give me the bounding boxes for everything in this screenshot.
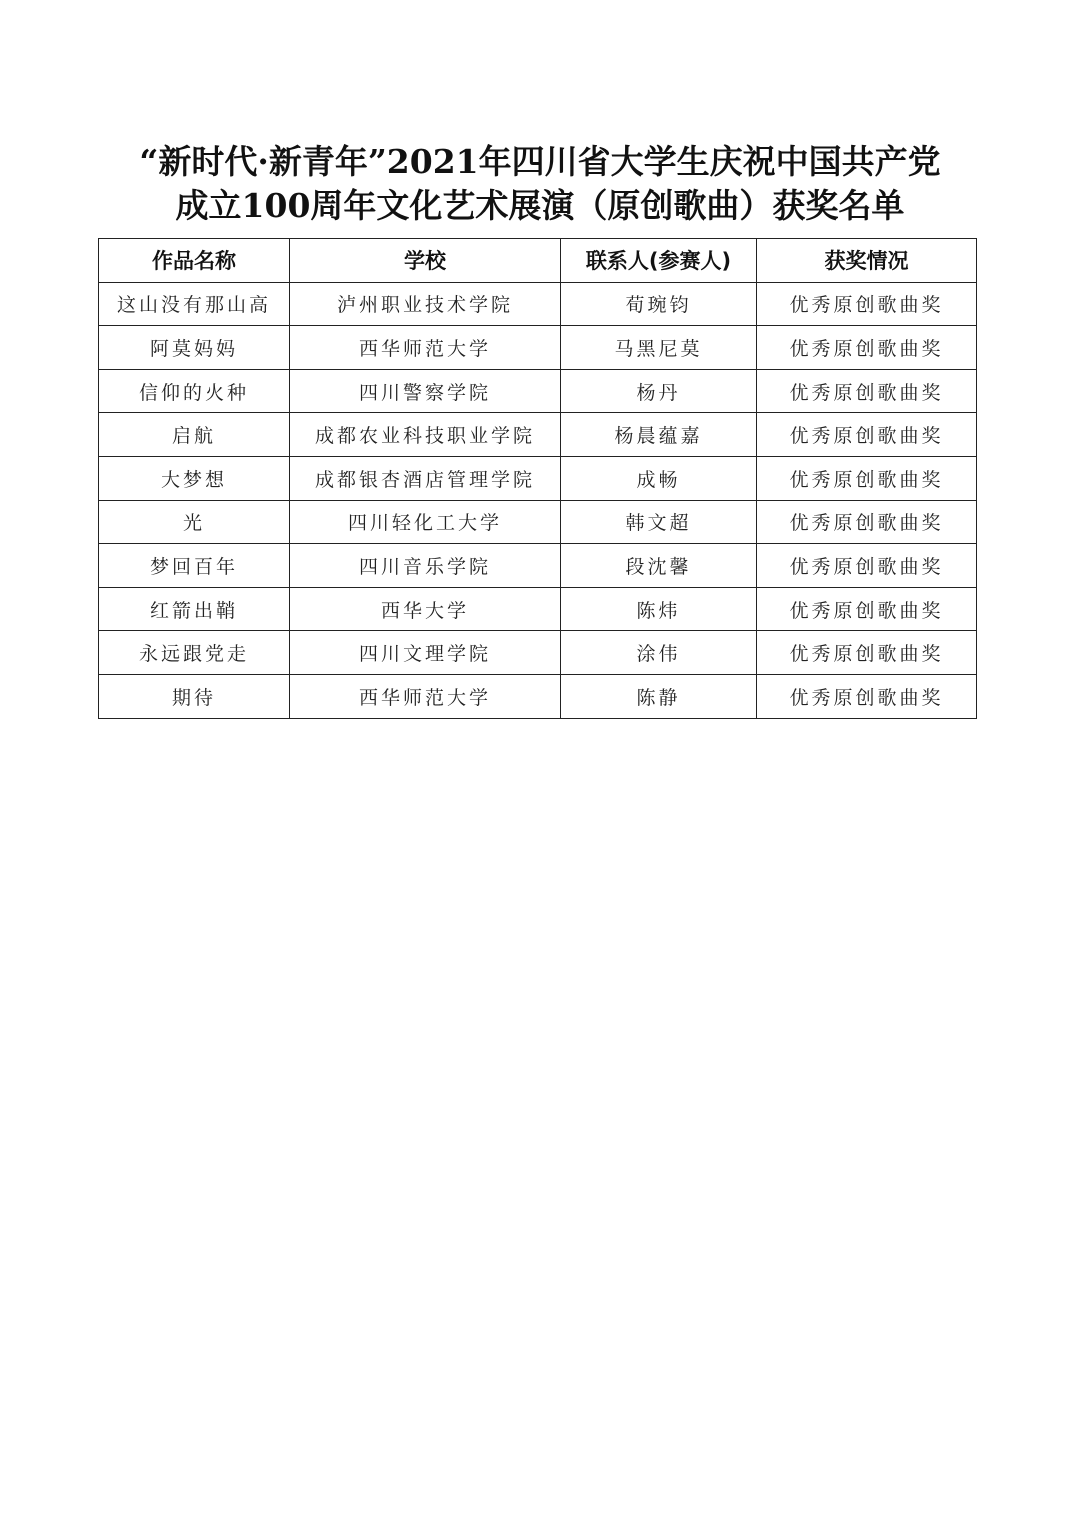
cell-school: 泸州职业技术学院	[290, 282, 561, 326]
cell-school: 四川轻化工大学	[290, 500, 561, 544]
table-row	[99, 369, 977, 413]
table-row	[99, 456, 977, 500]
header-award: 获奖情况	[757, 239, 977, 283]
cell-contact: 马黑尼莫	[561, 326, 757, 370]
cell-work-name: 红箭出鞘	[99, 587, 290, 631]
table-row	[99, 413, 977, 457]
table-row	[99, 674, 977, 718]
cell-work-name: 阿莫妈妈	[99, 326, 290, 370]
cell-contact: 陈炜	[561, 587, 757, 631]
cell-contact: 成畅	[561, 456, 757, 500]
cell-work-name: 启航	[99, 413, 290, 457]
cell-work-name: 大梦想	[99, 456, 290, 500]
cell-contact: 荀琬钧	[561, 282, 757, 326]
header-contact: 联系人(参赛人)	[561, 239, 757, 283]
cell-school: 四川文理学院	[290, 631, 561, 675]
cell-work-name: 梦回百年	[99, 544, 290, 588]
cell-award: 优秀原创歌曲奖	[757, 500, 977, 544]
table-row	[99, 544, 977, 588]
table-header-row	[99, 239, 977, 283]
awards-table	[98, 238, 977, 719]
cell-work-name: 信仰的火种	[99, 369, 290, 413]
cell-work-name: 这山没有那山高	[99, 282, 290, 326]
cell-award: 优秀原创歌曲奖	[757, 631, 977, 675]
cell-award: 优秀原创歌曲奖	[757, 326, 977, 370]
header-school: 学校	[290, 239, 561, 283]
cell-school: 西华师范大学	[290, 326, 561, 370]
cell-school: 四川音乐学院	[290, 544, 561, 588]
table-row	[99, 500, 977, 544]
cell-work-name: 光	[99, 500, 290, 544]
header-work-name: 作品名称	[99, 239, 290, 283]
cell-work-name: 期待	[99, 674, 290, 718]
table-row	[99, 631, 977, 675]
cell-award: 优秀原创歌曲奖	[757, 282, 977, 326]
cell-award: 优秀原创歌曲奖	[757, 674, 977, 718]
cell-contact: 陈静	[561, 674, 757, 718]
cell-award: 优秀原创歌曲奖	[757, 587, 977, 631]
cell-contact: 杨丹	[561, 369, 757, 413]
cell-contact: 杨晨蕴嘉	[561, 413, 757, 457]
table-row	[99, 587, 977, 631]
cell-award: 优秀原创歌曲奖	[757, 456, 977, 500]
cell-school: 成都银杏酒店管理学院	[290, 456, 561, 500]
cell-contact: 涂伟	[561, 631, 757, 675]
cell-work-name: 永远跟党走	[99, 631, 290, 675]
cell-contact: 段沈馨	[561, 544, 757, 588]
document-title-line-1: “新时代·新青年”2021年四川省大学生庆祝中国共产党	[139, 142, 941, 181]
cell-award: 优秀原创歌曲奖	[757, 544, 977, 588]
document-title-line-2: 成立100周年文化艺术展演（原创歌曲）获奖名单	[175, 186, 905, 225]
table-row	[99, 282, 977, 326]
cell-school: 成都农业科技职业学院	[290, 413, 561, 457]
cell-award: 优秀原创歌曲奖	[757, 413, 977, 457]
cell-award: 优秀原创歌曲奖	[757, 369, 977, 413]
cell-school: 四川警察学院	[290, 369, 561, 413]
cell-contact: 韩文超	[561, 500, 757, 544]
cell-school: 西华大学	[290, 587, 561, 631]
table-row	[99, 326, 977, 370]
cell-school: 西华师范大学	[290, 674, 561, 718]
